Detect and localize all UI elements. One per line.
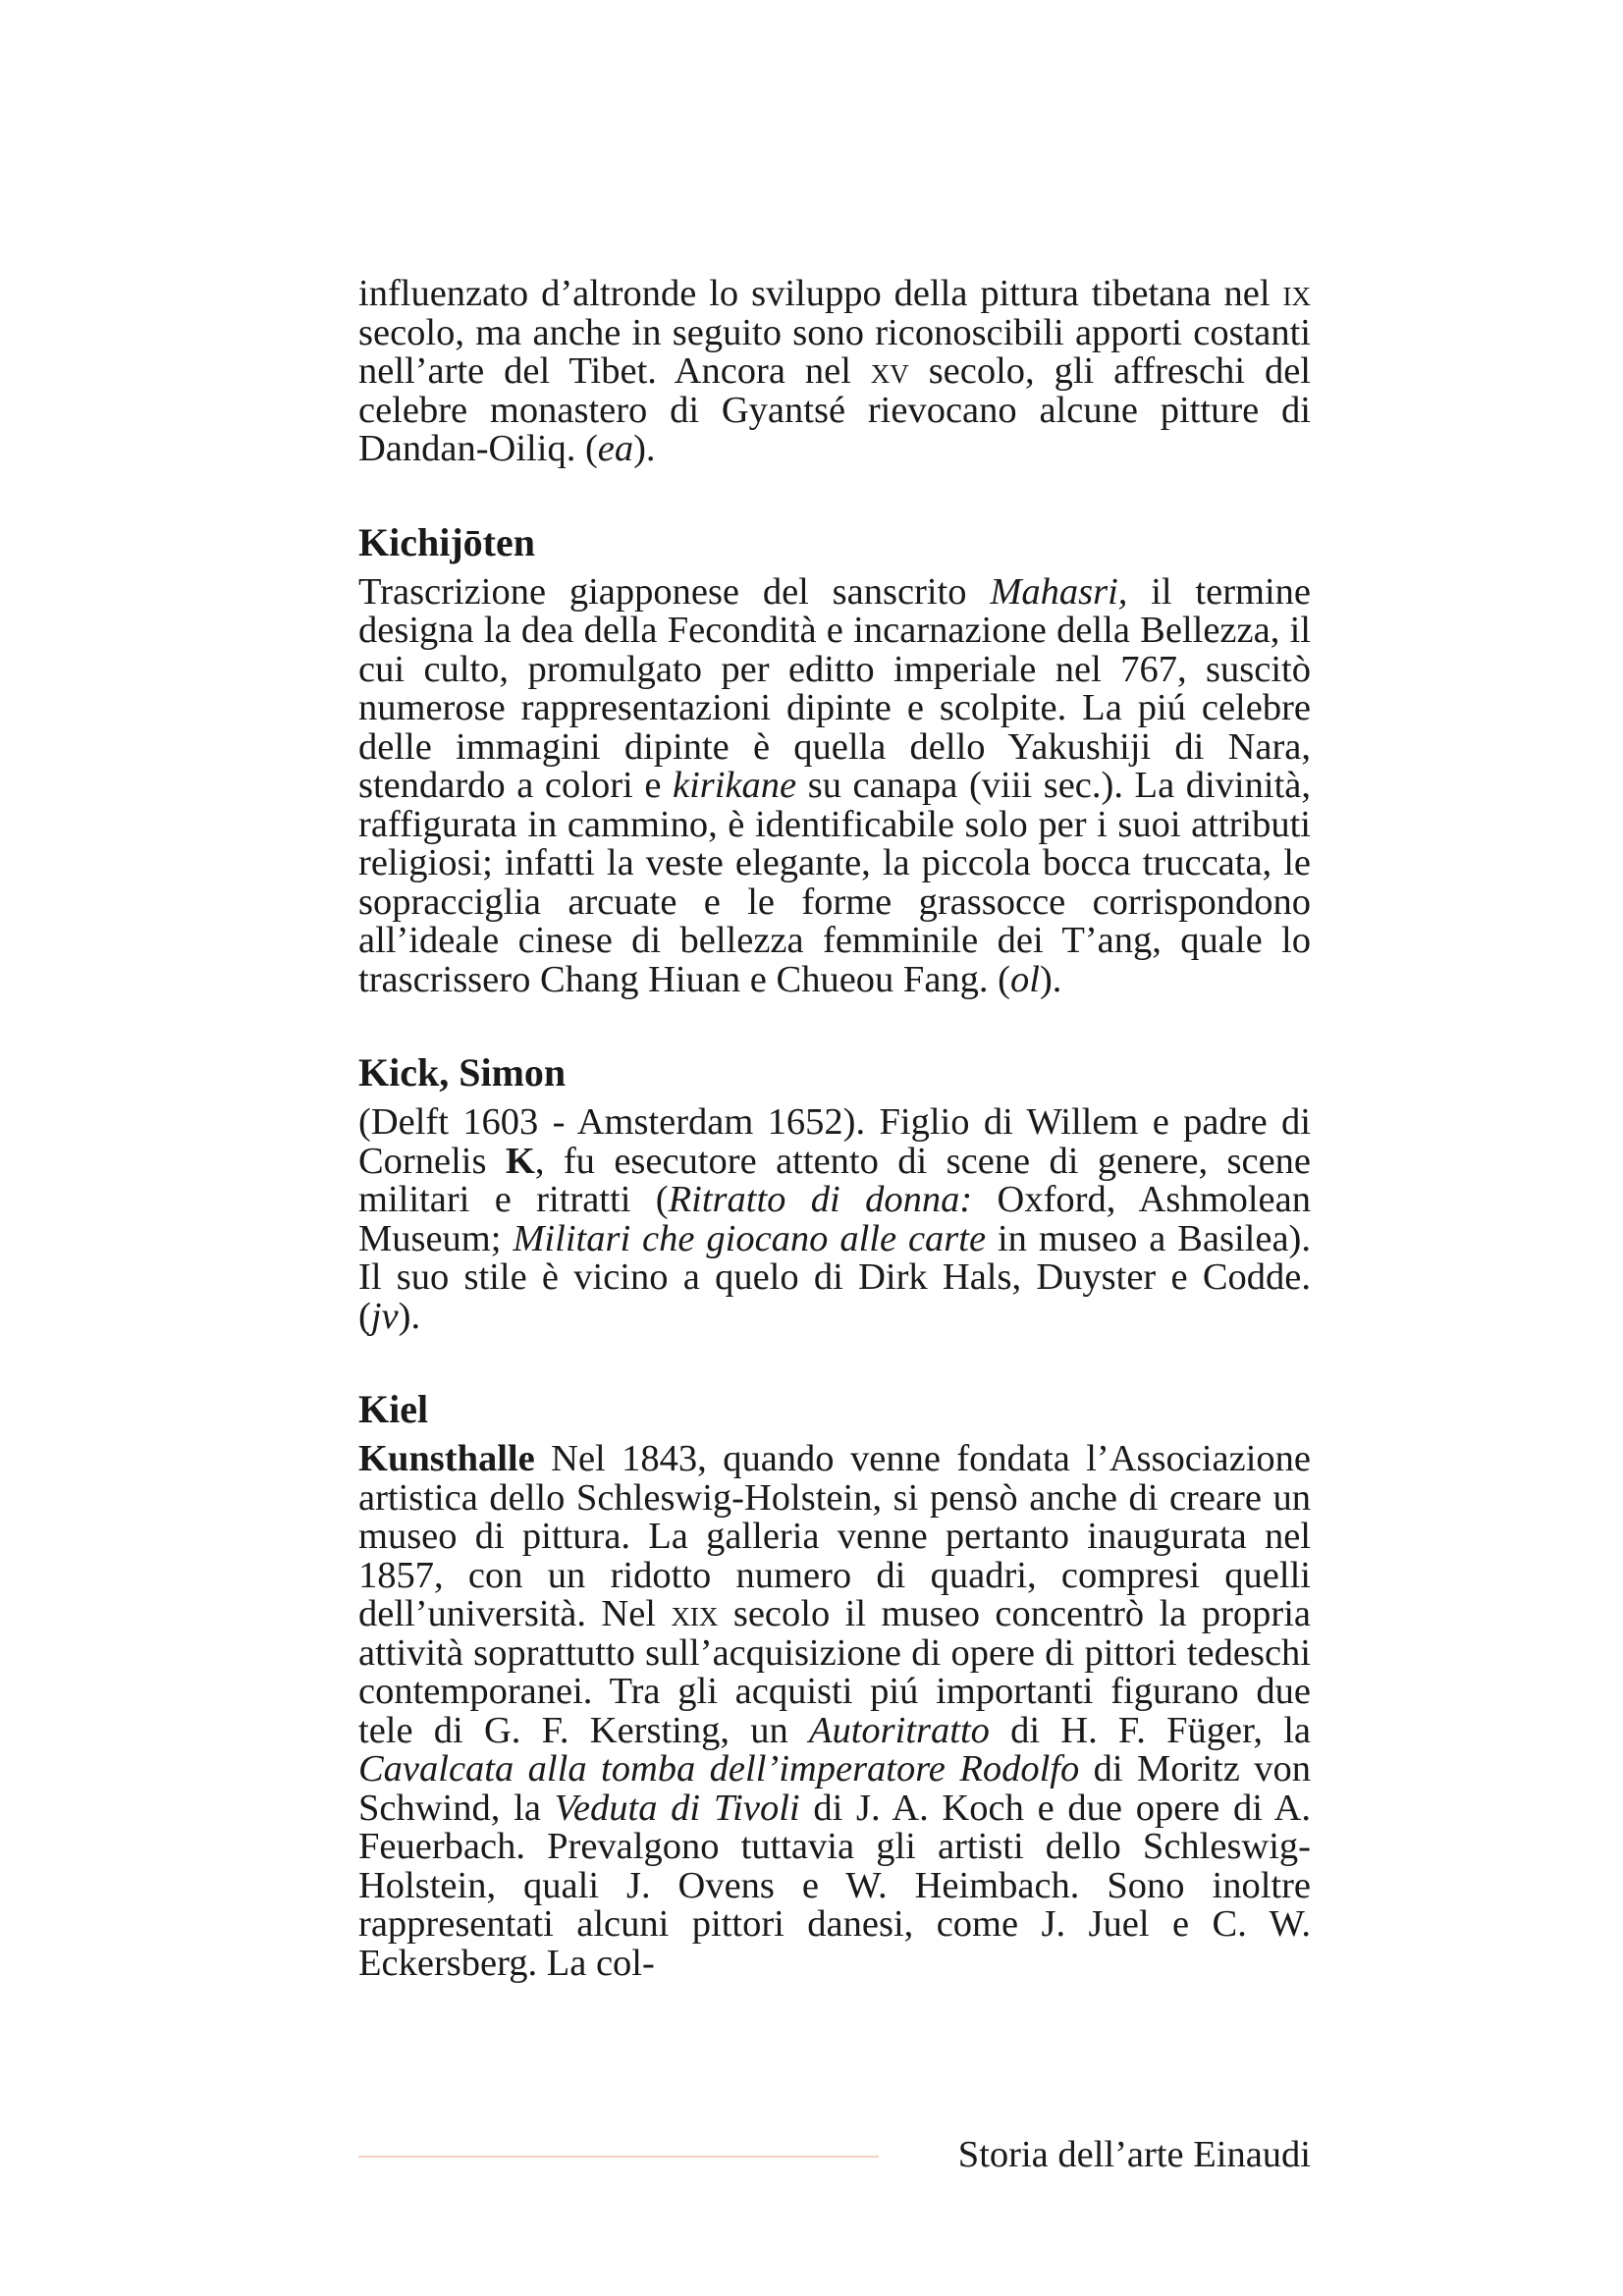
intro-paragraph [358,275,1311,469]
century-numeral: ix [1282,273,1311,314]
artwork-title: Ritratto di donna: [668,1179,973,1220]
text-run: Nel 1843, quando venne fondata l’Associazione artistica dello Schleswig-Holstein, si pensò anche di creare un museo di pittura. La galleria venne pertanto inaugurata nel 1857, con un ridotto numero di quadri, compresi quelli dell’università. Nel [358,1438,1311,1634]
text-column [358,275,1311,1983]
italic-term: Mahasri, [990,570,1128,613]
entry-title: Kick, Simon [358,1050,567,1095]
text-run: di H. F. Füger, la [989,1709,1311,1751]
entry-kiel [358,1387,1311,1983]
text-run: (Delft 1603 - Amsterdam 1652). Figlio di Willem e padre di Cornelis [358,1101,1311,1182]
entry-body [358,1103,1311,1336]
italic-term: kirikane [673,765,797,806]
century-numeral: xix [671,1593,719,1634]
entry-kick-simon [358,1050,1311,1336]
text-run: influenzato d’altronde lo sviluppo della pittura tibetana nel [358,273,1283,314]
footer-title: Storia dell’arte Einaudi [957,2134,1311,2175]
author-initials: ea [597,428,634,469]
text-run: il termine designa la dea della Fecondità e incarnazione della Bellezza, il cui culto, promulgato per editto imperiale nel 767, suscitò numerose rappresentazioni dipinte e scolpite. La piú celebre delle immagini dipinte è quella dello Yakushiji di Nara, stendardo a colori e [358,570,1311,806]
text-run: di J. A. Koch e due opere di A. Feuerbach. Prevalgono tuttavia gli artisti dello Schleswig-Holstein, quali J. Ovens e W. Heimbach. Sono inoltre rappresentati alcuni pittori danesi, come J. Juel e C. W. Eckersberg. La col- [358,1787,1311,1984]
bold-abbreviation: K [505,1140,535,1182]
entry-title: Kichijōten [358,519,535,564]
artwork-title: Militari che giocano alle carte [513,1217,987,1259]
text-run: secolo, gli affreschi del celebre monastero di Gyantsé rievocano alcune pitture di Dandan-Oiliq. ( [358,350,1311,469]
text-run: Oxford, Ashmolean Museum; [358,1179,1311,1259]
text-run: Trascrizione giapponese del sanscrito [358,570,991,613]
text-run: secolo il museo concentrò la propria attività soprattutto sull’acquisizione di opere di pittori tedeschi contemporanei. Tra gli acquisti piú importanti figurano due tele di G. F. Kersting, un [358,1593,1311,1751]
entry-title: Kiel [358,1387,429,1431]
author-initials: jv [370,1295,399,1337]
text-run: secolo, ma anche in seguito sono riconoscibili apporti costanti nell’arte del Tibet. Ancora nel [358,311,1311,392]
century-numeral: xv [870,350,909,392]
artwork-title: Veduta di Tivoli [554,1787,800,1829]
text-run: ). [633,428,656,469]
text-run: ). [398,1295,421,1337]
text-run: , fu esecutore attento di scene di genere, scene militari e ritratti ( [358,1140,1311,1220]
author-initials: ol [1009,958,1040,1000]
text-run: ). [1039,958,1062,1000]
entry-body [358,1440,1311,1983]
text-run: in museo a Basilea). Il suo stile è vicino a quelo di Dirk Hals, Duyster e Codde. ( [358,1217,1311,1337]
text-run: su canapa (viii sec.). La divinità, raffigurata in cammino, è identificabile solo per i suoi attributi religiosi; infatti la veste elegante, la piccola bocca truccata, le sopracciglia arcuate e le forme grassocce corrispondono all’ideale cinese di bellezza femminile dei T’ang, quale lo trascrissero Chang Hiuan e Chueou Fang. ( [358,765,1311,1000]
subentry-heading: Kunsthalle [358,1438,535,1479]
artwork-title: Cavalcata alla tomba dell’imperatore Rodolfo [358,1748,1080,1789]
footer-rule [358,2156,879,2158]
artwork-title: Autoritratto [808,1709,990,1751]
text-run: di Moritz von Schwind, la [358,1748,1312,1829]
entry-body [358,570,1311,1000]
page-footer [358,2132,1311,2181]
entry-kichijoten [358,520,1311,1000]
